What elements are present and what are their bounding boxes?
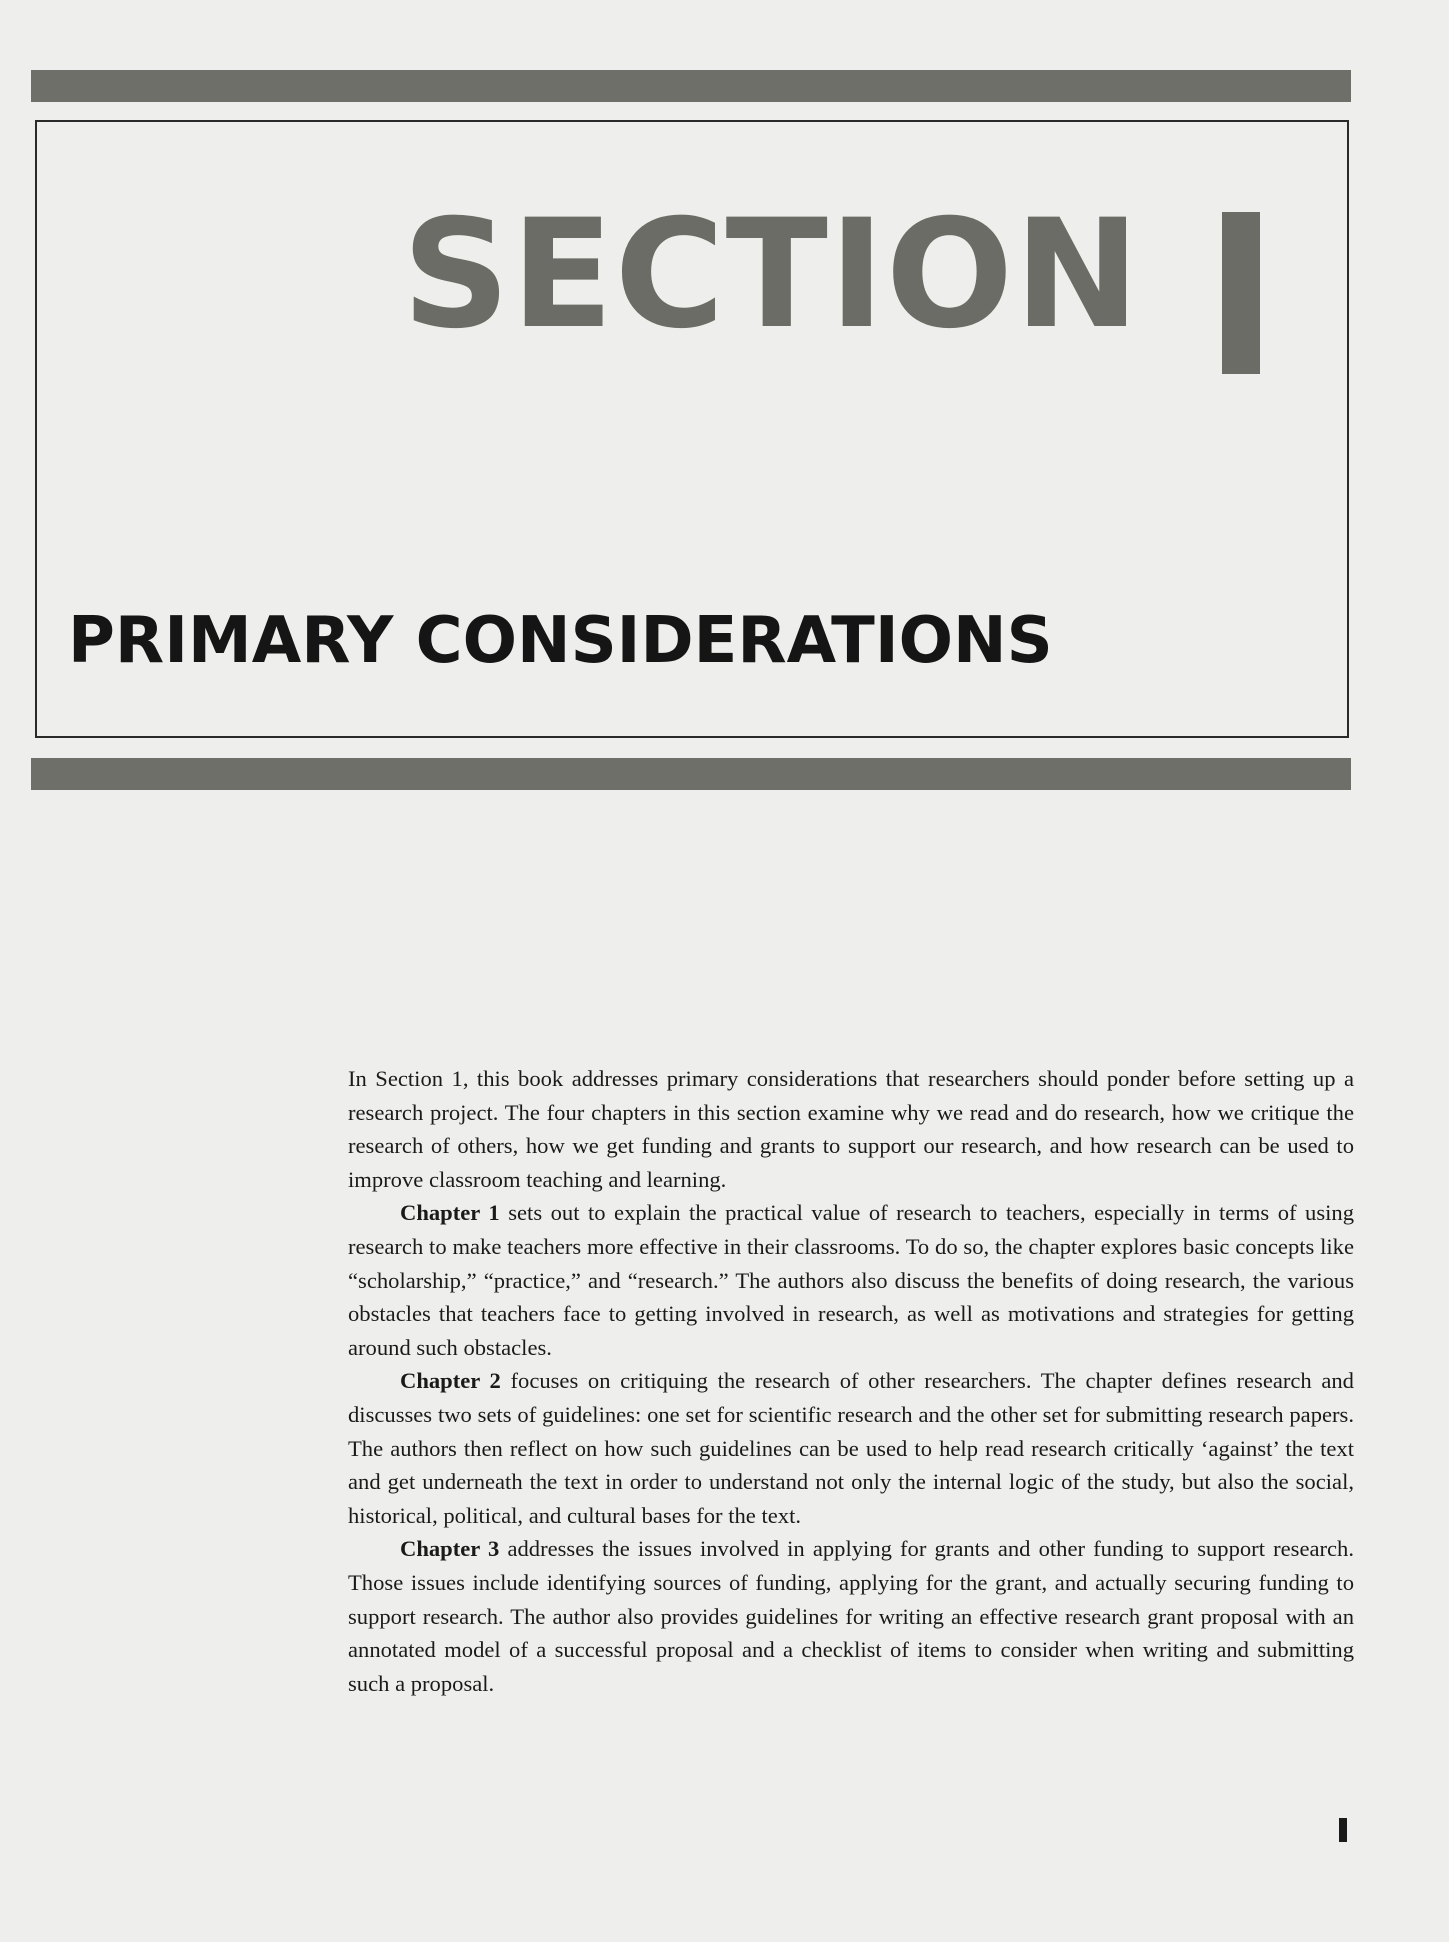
- section-heading: SECTION: [402, 188, 1141, 362]
- chapter-1-text: sets out to explain the practical value of research to teachers, especially in terms of using research to make teachers more effective in their classrooms. To do so, the chapter explores basic concepts like “scholarship,” “practice,” and “research.” The authors also discuss the benefits of doing research, the various obstacles that teachers face to getting involved in research, as well as motivations and strategies for getting around such obstacles.: [348, 1200, 1354, 1360]
- section-body: [348, 1062, 1354, 1700]
- chapter-3-label: Chapter 3: [400, 1536, 500, 1562]
- intro-paragraph: In Section 1, this book addresses primary considerations that researchers should ponder before setting up a research project. The four chapters in this section examine why we read and do research, how we critique the research of others, how we get funding and grants to support our research, and how research can be used to improve classroom teaching and learning.: [348, 1066, 1354, 1192]
- section-numeral: [1222, 212, 1260, 374]
- chapter-2-paragraph: [348, 1364, 1354, 1532]
- chapter-3-paragraph: [348, 1532, 1354, 1700]
- top-rule: [31, 70, 1351, 102]
- page-number: [1339, 1818, 1347, 1842]
- chapter-1-label: Chapter 1: [400, 1200, 500, 1226]
- section-title: PRIMARY CONSIDERATIONS: [68, 604, 1053, 678]
- chapter-2-text: focuses on critiquing the research of other researchers. The chapter defines research and discusses two sets of guidelines: one set for scientific research and the other set for submitting research papers. The authors then reflect on how such guidelines can be used to help read research critically ‘against’ the text and get underneath the text in order to understand not only the internal logic of the study, but also the social, historical, political, and cultural bases for the text.: [348, 1368, 1354, 1528]
- chapter-1-paragraph: [348, 1196, 1354, 1364]
- chapter-3-text: addresses the issues involved in applying for grants and other funding to support research. Those issues include identifying sources of funding, applying for the grant, and actually securing funding to support research. The author also provides guidelines for writing an effective research grant proposal with an annotated model of a successful proposal and a checklist of items to consider when writing and submitting such a proposal.: [348, 1536, 1354, 1696]
- bottom-rule: [31, 758, 1351, 790]
- chapter-2-label: Chapter 2: [400, 1368, 501, 1394]
